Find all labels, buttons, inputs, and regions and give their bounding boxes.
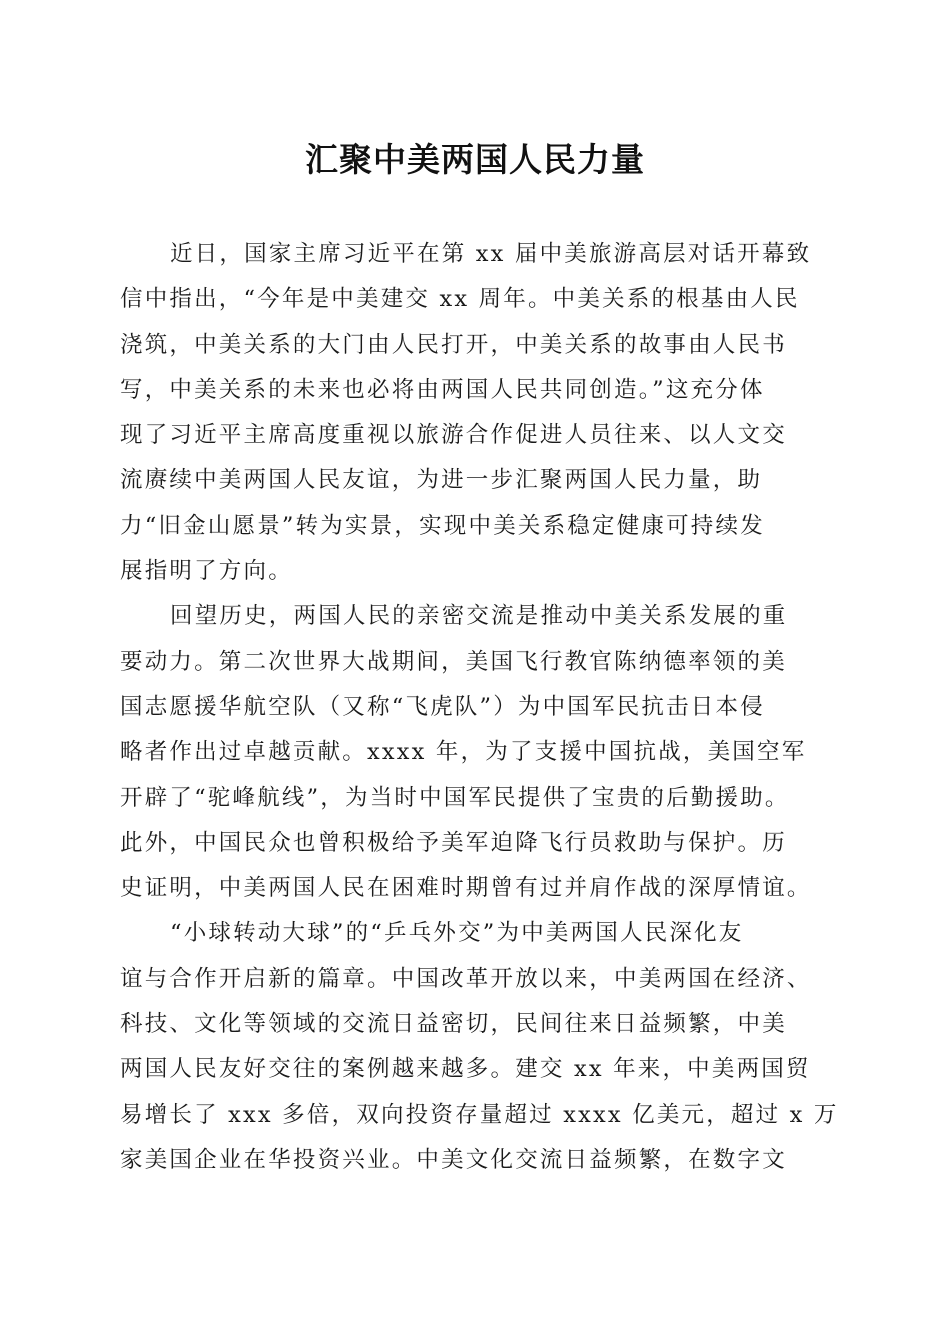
text-line: 力“旧金山愿景”转为实景，实现中美关系稳定健康可持续发 bbox=[120, 512, 765, 539]
text-line: 国志愿援华航空队（又称“飞虎队”）为中国军民抗击日本侵 bbox=[120, 693, 765, 720]
text-line: 科技、文化等领域的交流日益密切，民间往来日益频繁，中美 bbox=[120, 1011, 787, 1038]
text-line: 易增长了 xxx 多倍，双向投资存量超过 xxxx 亿美元，超过 x 万 bbox=[120, 1101, 839, 1128]
document-body bbox=[120, 232, 839, 1183]
text-line: 史证明，中美两国人民在困难时期曾有过并肩作战的深厚情谊。 bbox=[120, 875, 812, 902]
text-line: 浇筑，中美关系的大门由人民打开，中美关系的故事由人民书 bbox=[120, 331, 787, 358]
document-title: 汇聚中美两国人民力量 bbox=[305, 140, 645, 179]
text-line: 要动力。第二次世界大战期间，美国飞行教官陈纳德率领的美 bbox=[120, 648, 787, 675]
text-line: “小球转动大球”的“乒乓外交”为中美两国人民深化友 bbox=[170, 920, 744, 947]
text-line: 信中指出，“今年是中美建交 xx 周年。中美关系的根基由人民 bbox=[120, 286, 800, 313]
text-line: 回望历史，两国人民的亲密交流是推动中美关系发展的重 bbox=[170, 603, 788, 630]
text-line: 略者作出过卓越贡献。xxxx 年，为了支援中国抗战，美国空军 bbox=[120, 739, 807, 766]
text-line: 写，中美关系的未来也必将由两国人民共同创造。”这充分体 bbox=[120, 376, 765, 403]
text-line: 开辟了“驼峰航线”，为当时中国军民提供了宝贵的后勤援助。 bbox=[120, 784, 790, 811]
text-line: 流赓续中美两国人民友谊，为进一步汇聚两国人民力量，助 bbox=[120, 467, 763, 494]
text-line: 两国人民友好交往的案例越来越多。建交 xx 年来，中美两国贸 bbox=[120, 1056, 811, 1083]
text-line: 近日，国家主席习近平在第 xx 届中美旅游高层对话开幕致 bbox=[170, 241, 812, 267]
text-line: 此外，中国民众也曾积极给予美军迫降飞行员救助与保护。历 bbox=[120, 829, 787, 856]
text-line: 展指明了方向。 bbox=[120, 558, 293, 585]
text-line: 现了习近平主席高度重视以旅游合作促进人员往来、以人文交 bbox=[120, 422, 787, 449]
text-line: 家美国企业在华投资兴业。中美文化交流日益频繁，在数字文 bbox=[120, 1146, 787, 1173]
text-line: 谊与合作开启新的篇章。中国改革开放以来，中美两国在经济、 bbox=[120, 965, 812, 992]
